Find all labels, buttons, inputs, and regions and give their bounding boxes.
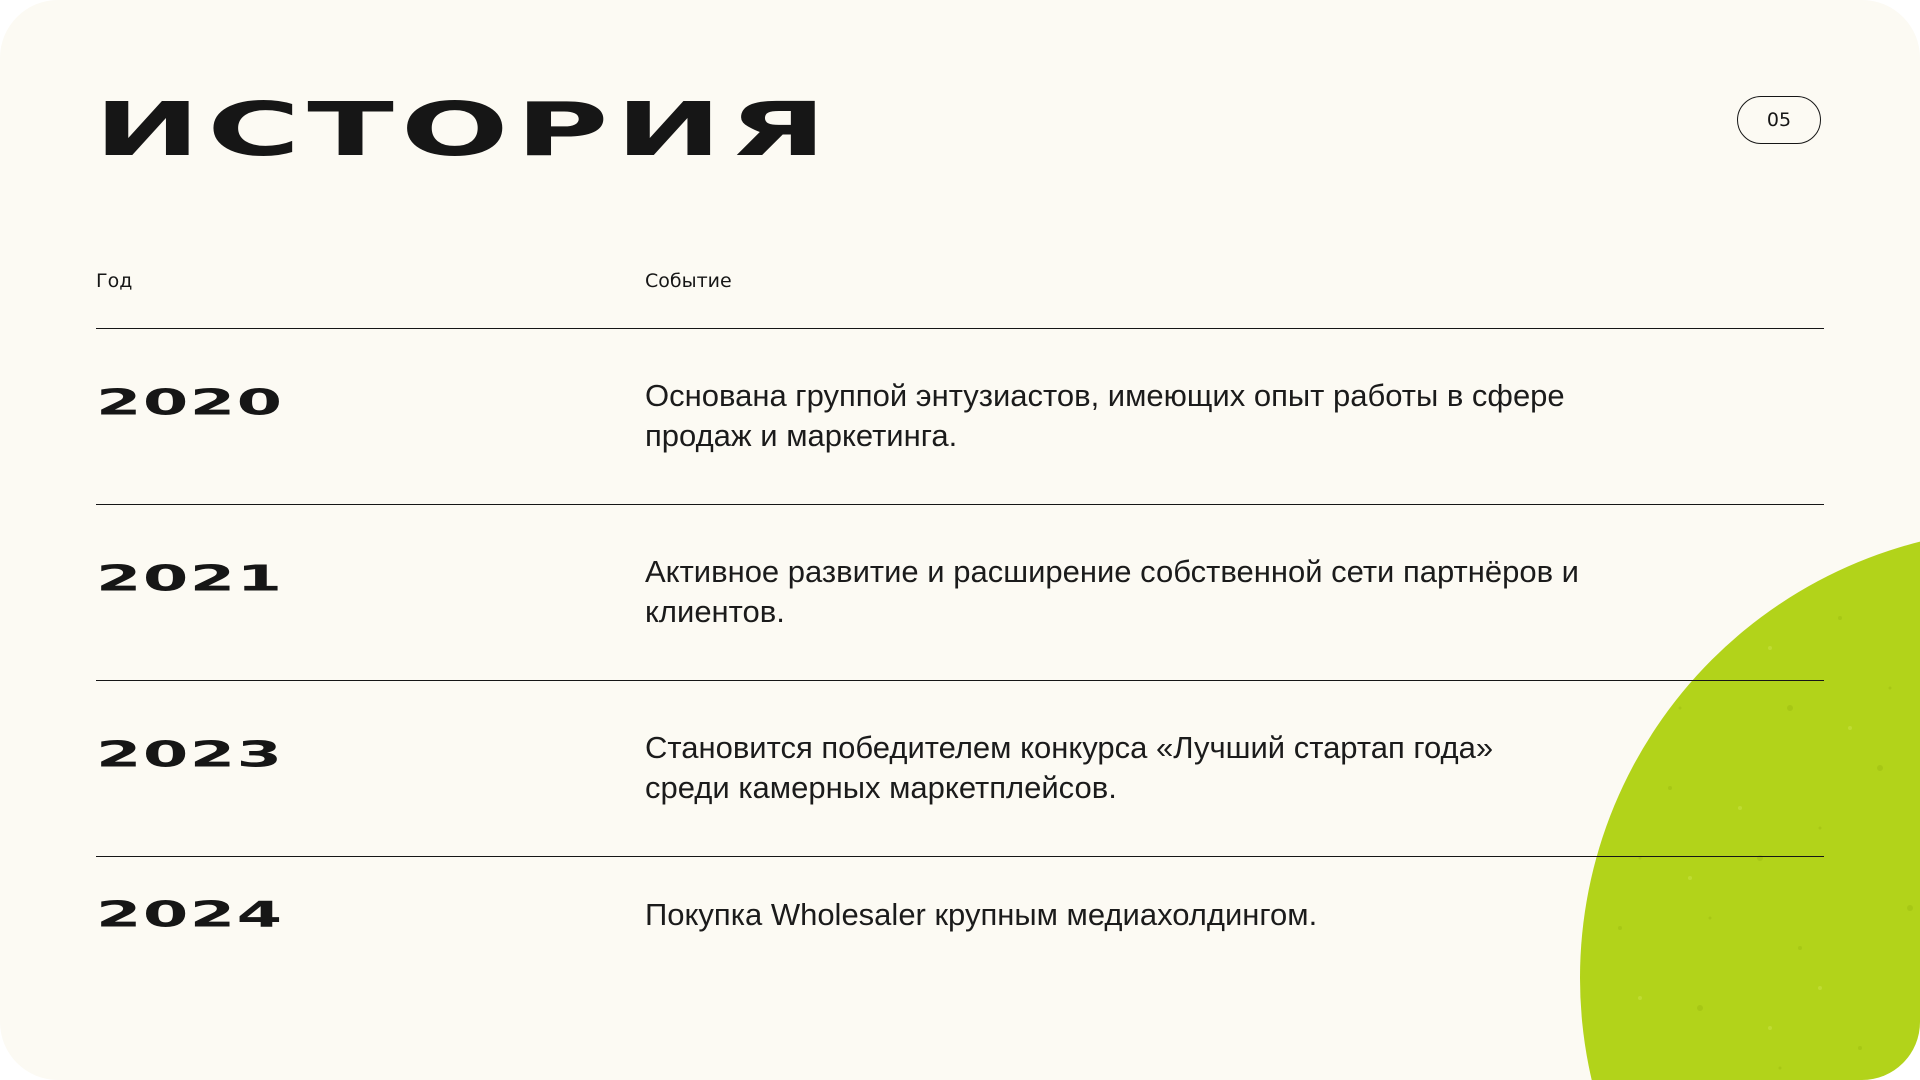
row-event: Основана группой энтузиастов, имеющих опыт работы в сфере продаж и маркетинга. — [645, 378, 1565, 453]
row-year: 2020 — [96, 380, 284, 423]
page-title: ИСТОРИЯ — [94, 86, 834, 173]
row-year: 2021 — [96, 556, 284, 599]
column-header-event: Событие — [645, 270, 732, 292]
row-year: 2024 — [96, 892, 284, 935]
row-event: Становится победителем конкурса «Лучший стартап года» среди камерных маркетплейсов. — [645, 730, 1494, 805]
page-number-badge: 05 — [1737, 96, 1821, 144]
row-year: 2023 — [96, 732, 284, 775]
table-divider — [96, 504, 1824, 505]
table-divider — [96, 856, 1824, 857]
texture-pattern — [1580, 528, 1920, 1080]
table-divider — [96, 328, 1824, 329]
row-event: Покупка Wholesaler крупным медиахолдингом. — [645, 897, 1318, 932]
table-divider — [96, 680, 1824, 681]
decorative-green-circle — [1580, 528, 1920, 1080]
column-header-year: Год — [96, 270, 133, 292]
row-event: Активное развитие и расширение собственной сети партнёров и клиентов. — [645, 554, 1579, 629]
